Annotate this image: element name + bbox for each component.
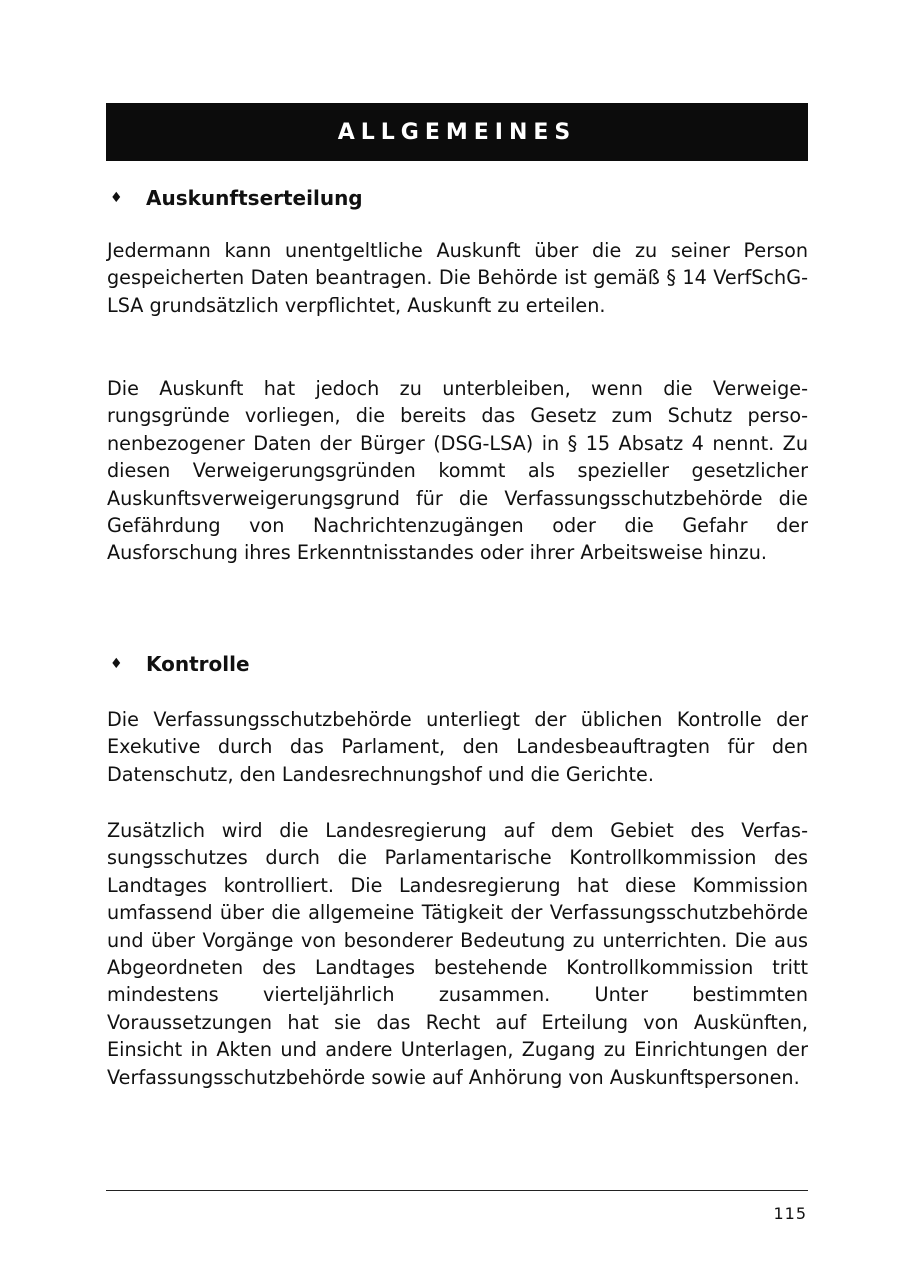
footer-divider [106, 1190, 808, 1191]
page-number: 115 [773, 1204, 807, 1223]
heading-auskunftserteilung [110, 186, 363, 210]
heading-text: Kontrolle [146, 652, 250, 676]
diamond-bullet-icon: ♦ [110, 190, 123, 206]
paragraph-auskunft-2: Die Auskunft hat jedoch zu unterbleiben, wenn die Verweigerungsgründe vorliegen, die bereits das Gesetz zum Schutz personenbezogener Daten der Bürger (DSG-LSA) in § 15 Absatz 4 nennt. Zu diesen Verweigerungsgründen kommt als spezieller gesetzlicher Auskunftsverweigerungsgrund für die Verfassungsschutzbehörde die Gefährdung von Nachrichtenzugängen oder die Gefahr der Ausforschung ihres Erkenntnisstandes oder ihrer Arbeitsweise hinzu. [107, 377, 808, 565]
paragraph-auskunft-1: Jedermann kann unentgeltliche Auskunft über die zu seiner Person gespeicherten Daten beantragen. Die Behörde ist gemäß § 14 VerfSchG-LSA grundsätzlich verpflichtet, Auskunft zu erteilen. [107, 239, 808, 317]
section-header-bar [106, 103, 808, 161]
heading-text: Auskunftserteilung [146, 186, 363, 210]
section-header-title: ALLGEMEINES [337, 119, 577, 145]
heading-kontrolle [110, 652, 250, 676]
diamond-bullet-icon: ♦ [110, 656, 123, 672]
paragraph-kontrolle-1: Die Verfassungsschutzbehörde unterliegt der üblichen Kontrolle der Exekutive durch das Parlament, den Landesbeauftragten für den Datenschutz, den Landesrechnungshof und die Gerichte. [107, 708, 808, 786]
paragraph-kontrolle-2: Zusätzlich wird die Landesregierung auf dem Gebiet des Verfassungsschutzes durch die Parlamentarische Kontrollkommission des Landtages kontrolliert. Die Landesregierung hat diese Kommission umfassend über die allgemeine Tätigkeit der Verfassungsschutzbehörde und über Vorgänge von besonderer Bedeutung zu unterrichten. Die aus Abgeordneten des Landtages bestehende Kontrollkommission tritt mindestens vierteljährlich zusammen. Unter bestimmten Voraussetzungen hat sie das Recht auf Erteilung von Auskünften, Einsicht in Akten und andere Unterlagen, Zugang zu Einrichtungen der Verfassungsschutzbehörde sowie auf Anhörung von Auskunftspersonen. [107, 819, 808, 1089]
